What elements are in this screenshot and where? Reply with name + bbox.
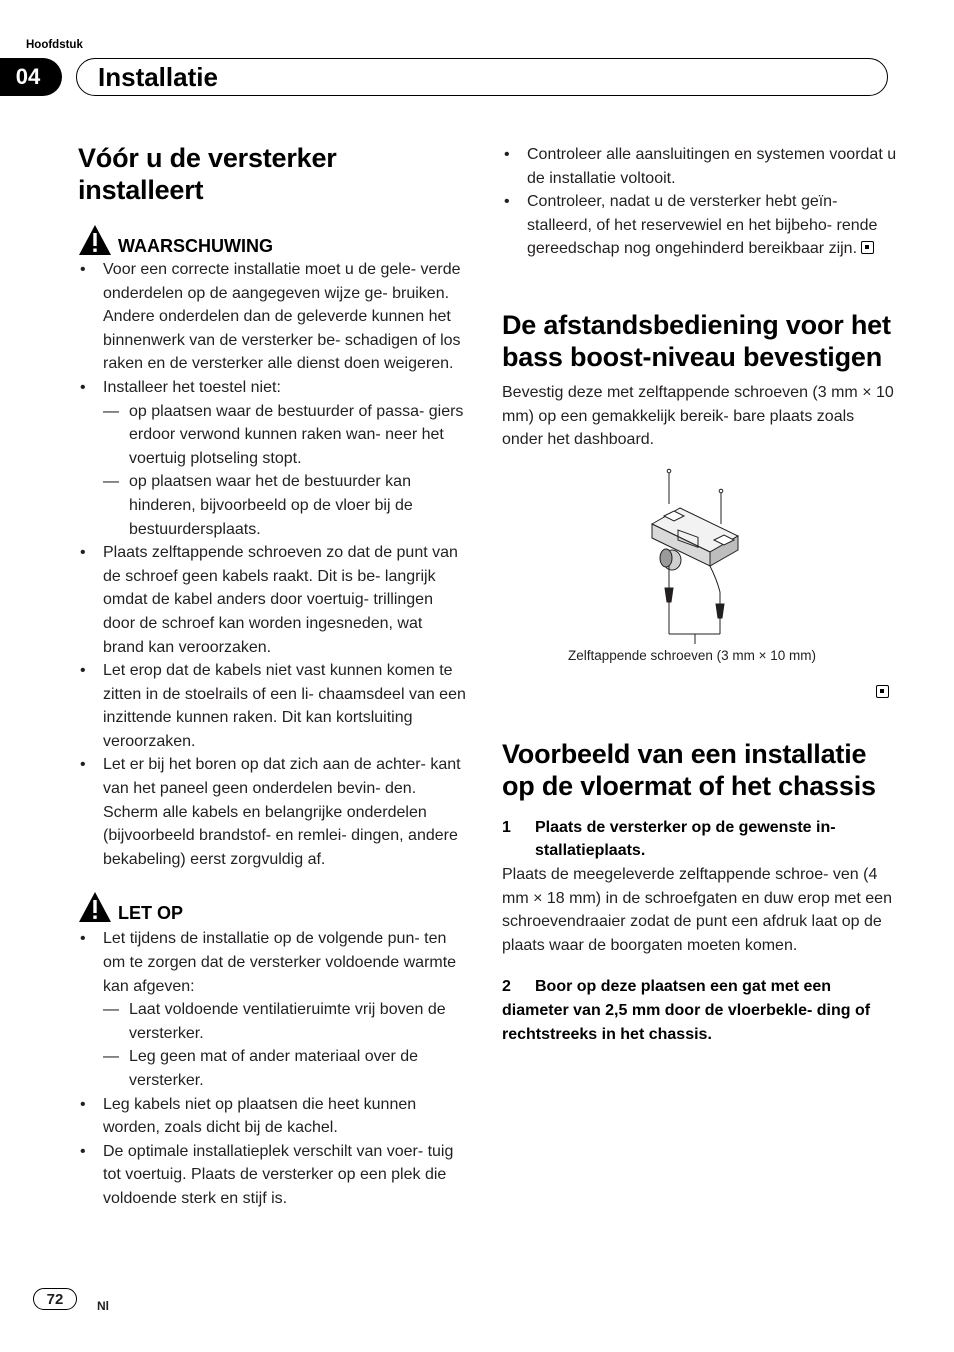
sub-list (103, 998, 466, 1092)
list-item (78, 376, 466, 541)
check-list (502, 143, 897, 261)
page-number: 72 (33, 1288, 77, 1310)
remote-mount-diagram (502, 466, 897, 656)
list-item (502, 190, 897, 261)
list-item: • Controleer alle aansluitingen en systemen voordat u de installatie voltooit. (502, 143, 897, 190)
warning-list (78, 258, 466, 871)
chapter-title: Installatie (98, 62, 218, 92)
step-title-text: Plaats de versterker op de gewenste in- stallatieplaats. (535, 818, 836, 860)
end-of-section-icon (861, 241, 874, 254)
warning-icon (78, 224, 112, 256)
section-heading-remote: De afstandsbediening voor het bass boost-niveau bevestigen (502, 309, 891, 372)
sub-list-item: — op plaatsen waar de bestuurder of passa- giers erdoor verwond kunnen raken wan- neer het voertuig plotseling stopt. (103, 400, 466, 471)
warning-label: WAARSCHUWING (118, 236, 273, 256)
remote-body: Bevestig deze met zelftappende schroeven (3 mm × 10 mm) op een gemakkelijk bereik- bare plaats zoals onder het dashboard. (502, 383, 894, 449)
list-item: • Let erop dat de kabels niet vast kunnen komen te zitten in de stoelrails of een li- chaamsdeel van een inzittende kunnen raken. Dit kan kortsluiting veroorzaken. (78, 659, 466, 753)
caution-list (78, 927, 466, 1210)
list-item-text: Let tijdens de installatie op de volgende pun- ten om te zorgen dat de versterker voldoende warmte kan afgeven: (103, 930, 457, 995)
caution-header (78, 891, 466, 923)
step-2-title (502, 975, 897, 1046)
chapter-label: Hoofdstuk (26, 39, 83, 51)
list-item: • Let er bij het boren op dat zich aan de achter- kant van het paneel geen onderdelen bevin- den. Scherm alle kabels en belangrijke onderdelen (bijvoorbeeld brandstof- en remlei- dingen, andere bekabeling) eerst zorgvuldig af. (78, 753, 466, 871)
end-mark-row (502, 684, 897, 700)
warning-header (78, 224, 466, 256)
language-code: Nl (97, 1299, 109, 1313)
step-number: 2 (502, 978, 511, 996)
right-column (502, 140, 897, 1046)
section-heading-before-install: Vóór u de versterker installeert (78, 143, 337, 205)
step-title-text: Boor op deze plaatsen een gat met een diameter van 2,5 mm door de vloerbekle- ding of rechtstreeks in het chassis. (502, 978, 871, 1043)
sub-list-item: — Leg geen mat of ander materiaal over de versterker. (103, 1045, 466, 1092)
left-column (78, 140, 466, 1211)
diagram-caption: Zelftappende schroeven (3 mm × 10 mm) (568, 647, 816, 663)
caution-icon (78, 891, 112, 923)
step-1-body: Plaats de meegeleverde zelftappende schroe- ven (4 mm × 18 mm) in de schroefgaten en duw erop met een schroevendraaier zodat de punt een afdruk laat op de plaats waar de boorgaten moeten komen. (502, 865, 892, 954)
sub-list-item: — Laat voldoende ventilatieruimte vrij boven de versterker. (103, 998, 466, 1045)
remote-illustration (502, 466, 897, 666)
list-item (78, 927, 466, 1092)
chapter-number-badge: 04 (0, 58, 62, 96)
list-item: • Voor een correcte installatie moet u de gele- verde onderdelen op de aangegeven wijze ge- bruiken. Andere onderdelen dan de geleverde kunnen het binnenwerk van de versterker be- schadigen of los raken en de versterker alle dienst doen weigeren. (78, 258, 466, 376)
list-item: • Leg kabels niet op plaatsen die heet kunnen worden, zoals dicht bij de kachel. (78, 1093, 466, 1140)
list-item-text: Installeer het toestel niet: (103, 378, 281, 396)
sub-list (103, 400, 466, 542)
step-1-title (502, 816, 897, 863)
section-heading-example: Voorbeeld van een installatie op de vloermat of het chassis (502, 738, 876, 801)
caution-label: LET OP (118, 903, 184, 924)
step-number: 1 (502, 818, 511, 836)
end-of-section-icon (876, 685, 889, 698)
list-item: • Plaats zelftappende schroeven zo dat de punt van de schroef geen kabels raakt. Dit is be- langrijk omdat de kabel anders door voertuig- trillingen door de schroef kan worden ingesneden, wat brand kan veroorzaken. (78, 541, 466, 659)
sub-list-item: — op plaatsen waar het de bestuurder kan hinderen, bijvoorbeeld op de vloer bij de bestuurdersplaats. (103, 470, 466, 541)
list-item-text: Controleer, nadat u de versterker hebt geïn- stalleerd, of het reservewiel en het bijbeho- rende gereedschap nog ongehinderd bereikbaar zijn. (527, 193, 878, 258)
list-item: • De optimale installatieplek verschilt van voer- tuig tot voertuig. Plaats de versterker op een plek die voldoende sterk en stijf is. (78, 1140, 466, 1211)
